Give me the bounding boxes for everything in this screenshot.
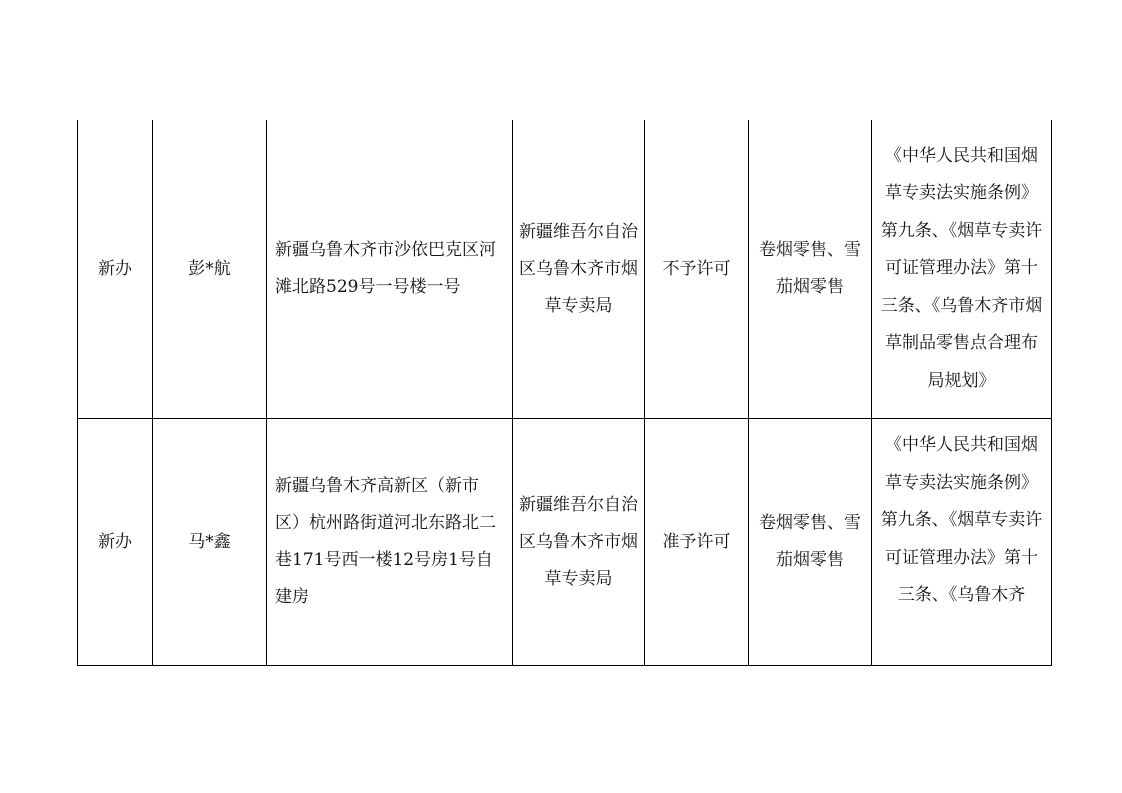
- legal-basis-cell: [872, 120, 1052, 419]
- issuing-authority-cell: 新疆维吾尔自治区乌鲁木齐市烟草专卖局: [513, 120, 645, 419]
- license-decision-table: [77, 120, 1052, 666]
- application-type-cell: 新办: [78, 120, 153, 419]
- business-address-cell: 新疆乌鲁木齐高新区（新市区）杭州路街道河北东路北二巷171号西一楼12号房1号自建房: [267, 419, 513, 666]
- applicant-name-cell: 马*鑫: [153, 419, 267, 666]
- business-address-cell: 新疆乌鲁木齐市沙依巴克区河滩北路529号一号楼一号: [267, 120, 513, 419]
- issuing-authority-cell: 新疆维吾尔自治区乌鲁木齐市烟草专卖局: [513, 419, 645, 666]
- business-scope-cell: 卷烟零售、雪茄烟零售: [749, 120, 872, 419]
- legal-basis-text: 《中华人民共和国烟草专卖法实施条例》第九条、《烟草专卖许可证管理办法》第十三条、《乌鲁木齐: [880, 435, 1043, 605]
- business-scope-cell: 卷烟零售、雪茄烟零售: [749, 419, 872, 666]
- decision-cell: 不予许可: [645, 120, 749, 419]
- decision-cell: 准予许可: [645, 419, 749, 666]
- legal-basis-text: 《中华人民共和国烟草专卖法实施条例》第九条、《烟草专卖许可证管理办法》第十三条、《乌鲁木齐市烟草制品零售点合理布局规划》: [880, 145, 1043, 391]
- application-type-cell: 新办: [78, 419, 153, 666]
- table-row: [78, 419, 1052, 666]
- applicant-name-cell: 彭*航: [153, 120, 267, 419]
- table-row: [78, 120, 1052, 419]
- legal-basis-cell: [872, 419, 1052, 666]
